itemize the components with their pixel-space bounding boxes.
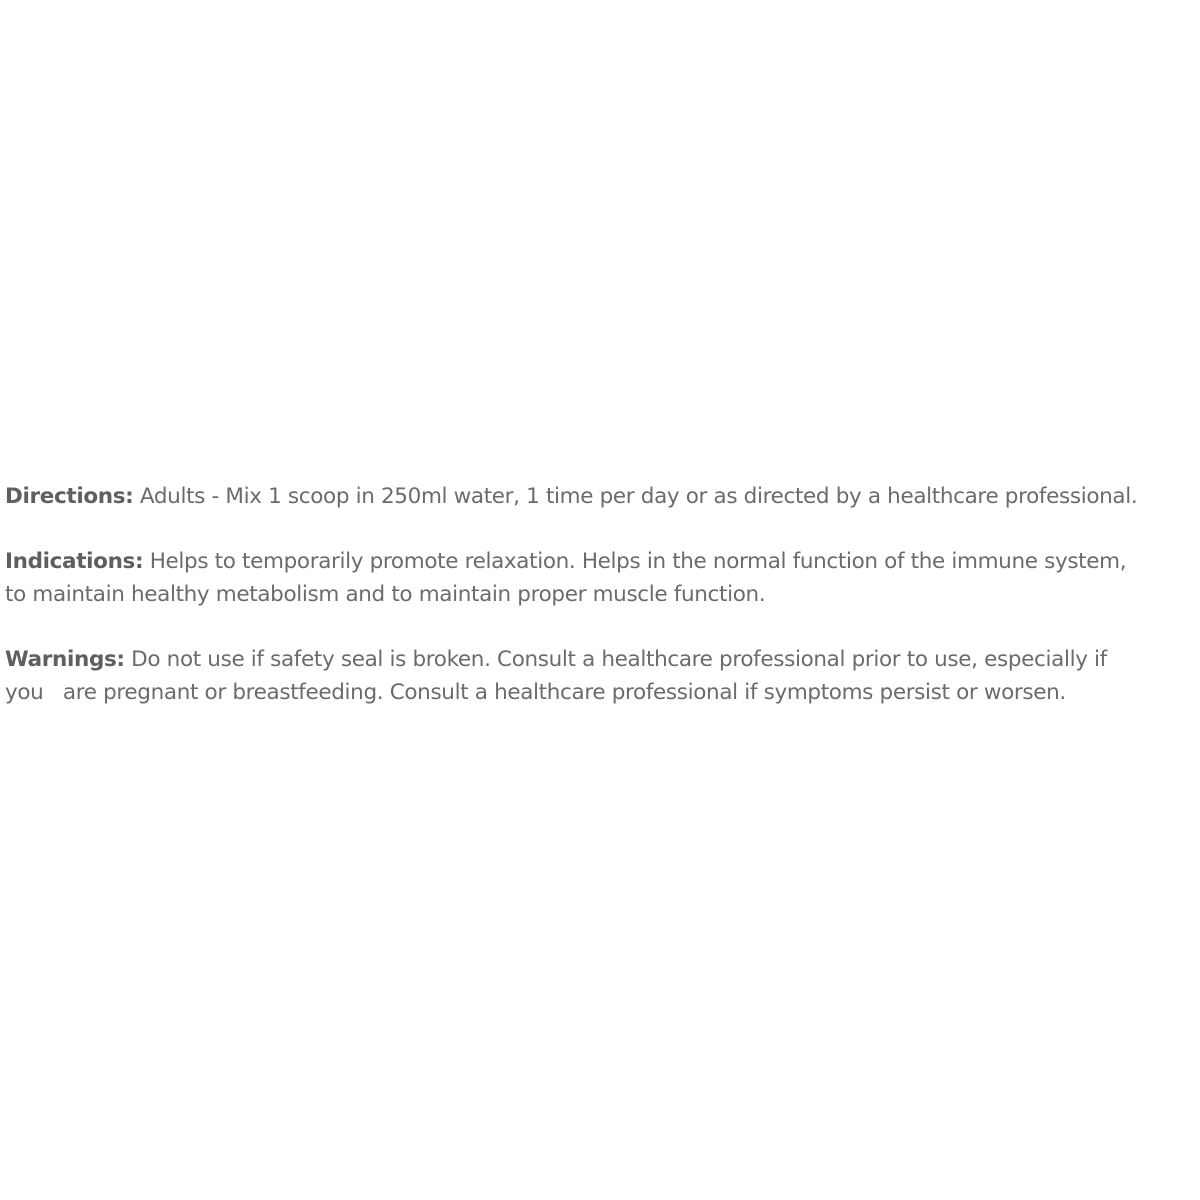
indications-label: Indications: [5, 549, 144, 574]
directions-line-1 [5, 480, 1195, 513]
warnings-line-2: you are pregnant or breastfeeding. Consult a healthcare professional if symptoms persist or worsen. [5, 680, 1066, 705]
indications-paragraph [5, 545, 1195, 611]
product-info-text [5, 480, 1195, 709]
directions-paragraph [5, 480, 1195, 513]
warnings-line-1 [5, 643, 1195, 676]
indications-line-1 [5, 545, 1195, 578]
warnings-paragraph [5, 643, 1195, 709]
indications-line-2: to maintain healthy metabolism and to maintain proper muscle function. [5, 582, 766, 607]
indications-text-1: Helps to temporarily promote relaxation. Helps in the normal function of the immune system, [143, 549, 1127, 574]
warnings-label: Warnings: [5, 647, 125, 672]
directions-text: Adults - Mix 1 scoop in 250ml water, 1 time per day or as directed by a healthcare professional. [133, 484, 1138, 509]
directions-label: Directions: [5, 484, 134, 509]
warnings-text-1: Do not use if safety seal is broken. Consult a healthcare professional prior to use, especially if [124, 647, 1107, 672]
